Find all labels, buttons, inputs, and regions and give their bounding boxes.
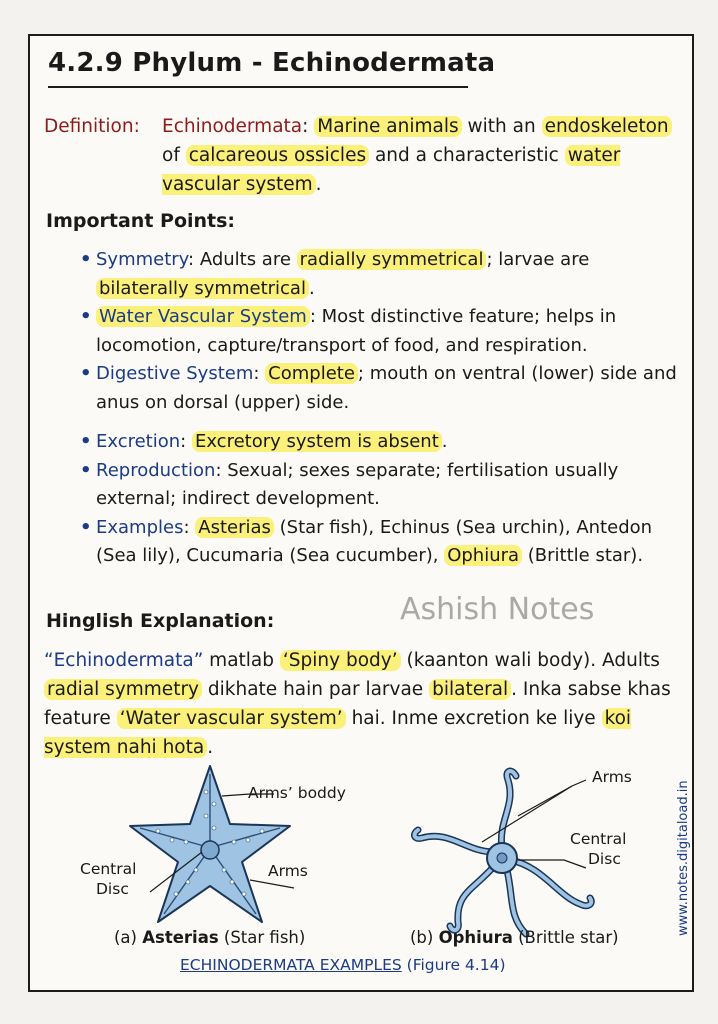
figure-caption-ref: (Figure 4.14)	[401, 956, 506, 974]
hl-water-vascular-system: water vascular system	[162, 145, 621, 195]
point-symmetry	[80, 246, 680, 303]
hinglish-paragraph	[44, 646, 684, 762]
note-card	[28, 34, 694, 992]
def-colon: :	[302, 116, 315, 137]
point-label: Reproduction	[96, 459, 216, 481]
label-disc: Disc	[96, 880, 129, 898]
label-arms-body: Arms’ boddy	[248, 784, 346, 802]
caption-prefix: (b)	[410, 928, 439, 947]
caption-suffix: (Brittle star)	[512, 928, 619, 947]
hl-ophiura: Ophiura	[444, 545, 522, 566]
point-text: :	[253, 363, 266, 384]
hl-radial-symmetry: radial symmetry	[44, 679, 202, 700]
definition-label: Definition:	[44, 116, 140, 137]
point-text: .	[308, 277, 315, 299]
bullet-icon: •	[80, 431, 92, 452]
hinglish-text: hai. Inme excretion ke liye	[345, 708, 602, 729]
caption-name: Ophiura	[438, 928, 513, 947]
point-label: Examples	[96, 516, 184, 538]
point-text: ; mouth on ventral (lower) side and anus on dorsal (upper) side.	[96, 363, 677, 413]
website-text: www.notes.digitaload.in	[676, 780, 691, 936]
point-examples	[80, 514, 680, 571]
point-label: Symmetry	[96, 249, 189, 270]
website-watermark	[672, 736, 692, 936]
point-label: Excretion	[96, 431, 181, 452]
point-text: (Brittle star).	[522, 545, 644, 566]
hl-bilateral: bilateral	[429, 679, 511, 700]
hinglish-heading: Hinglish Explanation:	[46, 610, 275, 632]
label-central: Central	[80, 860, 137, 878]
important-points-list	[80, 246, 680, 571]
caption-name: Asterias	[142, 928, 219, 947]
hl-calcareous-ossicles: calcareous ossicles	[186, 145, 369, 166]
point-text: : Adults are	[188, 249, 297, 270]
point-text: .	[441, 431, 448, 452]
bullet-icon: •	[80, 306, 92, 327]
point-reproduction	[80, 457, 680, 514]
point-text: ; larvae are	[486, 249, 590, 270]
brittle-star-illustration	[415, 771, 592, 934]
caption-prefix: (a)	[114, 928, 143, 947]
hinglish-text: (kaanton wali body). Adults	[400, 650, 660, 671]
title-underline	[48, 86, 468, 88]
point-text: (Star fish), Echinus (Sea urchin), Antedon (Sea lily), Cucumaria (Sea cucumber),	[96, 516, 653, 566]
point-text: : Most distinctive feature; helps in locomotion, capture/transport of food, and respiration.	[96, 306, 617, 356]
watermark: Ashish Notes	[400, 592, 595, 627]
hl-asterias: Asterias	[195, 517, 274, 538]
caption-suffix: (Star fish)	[218, 928, 306, 947]
definition-term: Echinodermata	[162, 116, 303, 137]
point-excretion	[80, 428, 680, 457]
def-text-2: of	[162, 145, 186, 166]
bullet-icon: •	[80, 249, 92, 270]
hinglish-text: dikhate hain par larvae	[202, 679, 430, 700]
hinglish-text: .	[207, 737, 214, 758]
point-text: :	[183, 516, 196, 538]
hinglish-text: matlab	[203, 650, 280, 671]
def-text-1: with an	[461, 116, 542, 137]
label-disc-brittle: Disc	[588, 850, 621, 868]
hl-spiny-body: ‘Spiny body’	[280, 650, 401, 671]
label-central-brittle: Central	[570, 830, 627, 848]
caption-ophiura	[410, 928, 619, 947]
hl-water-vascular: ‘Water vascular system’	[117, 708, 346, 729]
hl-complete: Complete	[265, 363, 358, 384]
hl-bilaterally-symmetrical: bilaterally symmetrical	[96, 278, 309, 299]
label-arms-brittle: Arms	[592, 768, 632, 786]
hinglish-text: . Inka sabse khas feature	[44, 679, 671, 729]
important-points-heading: Important Points:	[46, 210, 236, 232]
hl-radially-symmetrical: radially symmetrical	[297, 249, 487, 270]
hl-endoskeleton: endoskeleton	[542, 116, 672, 137]
bullet-icon: •	[80, 516, 92, 538]
bullet-icon: •	[80, 459, 92, 481]
point-water-vascular	[80, 303, 680, 360]
section-title: 4.2.9 Phylum - Echinodermata	[48, 48, 496, 78]
definition-text	[162, 112, 684, 199]
hinglish-term: “Echinodermata”	[44, 650, 204, 671]
figure-caption-main: ECHINODERMATA EXAMPLES	[180, 956, 402, 974]
hl-excretory-absent: Excretory system is absent	[192, 431, 442, 452]
def-text-4: .	[315, 174, 322, 195]
hl-marine-animals: Marine animals	[314, 116, 461, 137]
hl-no-system: koi system nahi hota	[44, 708, 632, 758]
definition-block	[44, 112, 684, 199]
figure-caption	[180, 956, 506, 974]
point-text: :	[180, 431, 192, 452]
bullet-icon: •	[80, 363, 92, 384]
point-label: Digestive System	[96, 363, 254, 384]
label-arms: Arms	[268, 862, 308, 880]
point-label: Water Vascular System	[96, 306, 310, 327]
figure-diagrams	[30, 756, 670, 946]
caption-asterias	[114, 928, 305, 947]
point-text: : Sexual; sexes separate; fertilisation usually external; indirect development.	[96, 459, 619, 509]
def-text-3: and a characteristic	[369, 145, 565, 166]
point-digestive	[80, 360, 680, 417]
